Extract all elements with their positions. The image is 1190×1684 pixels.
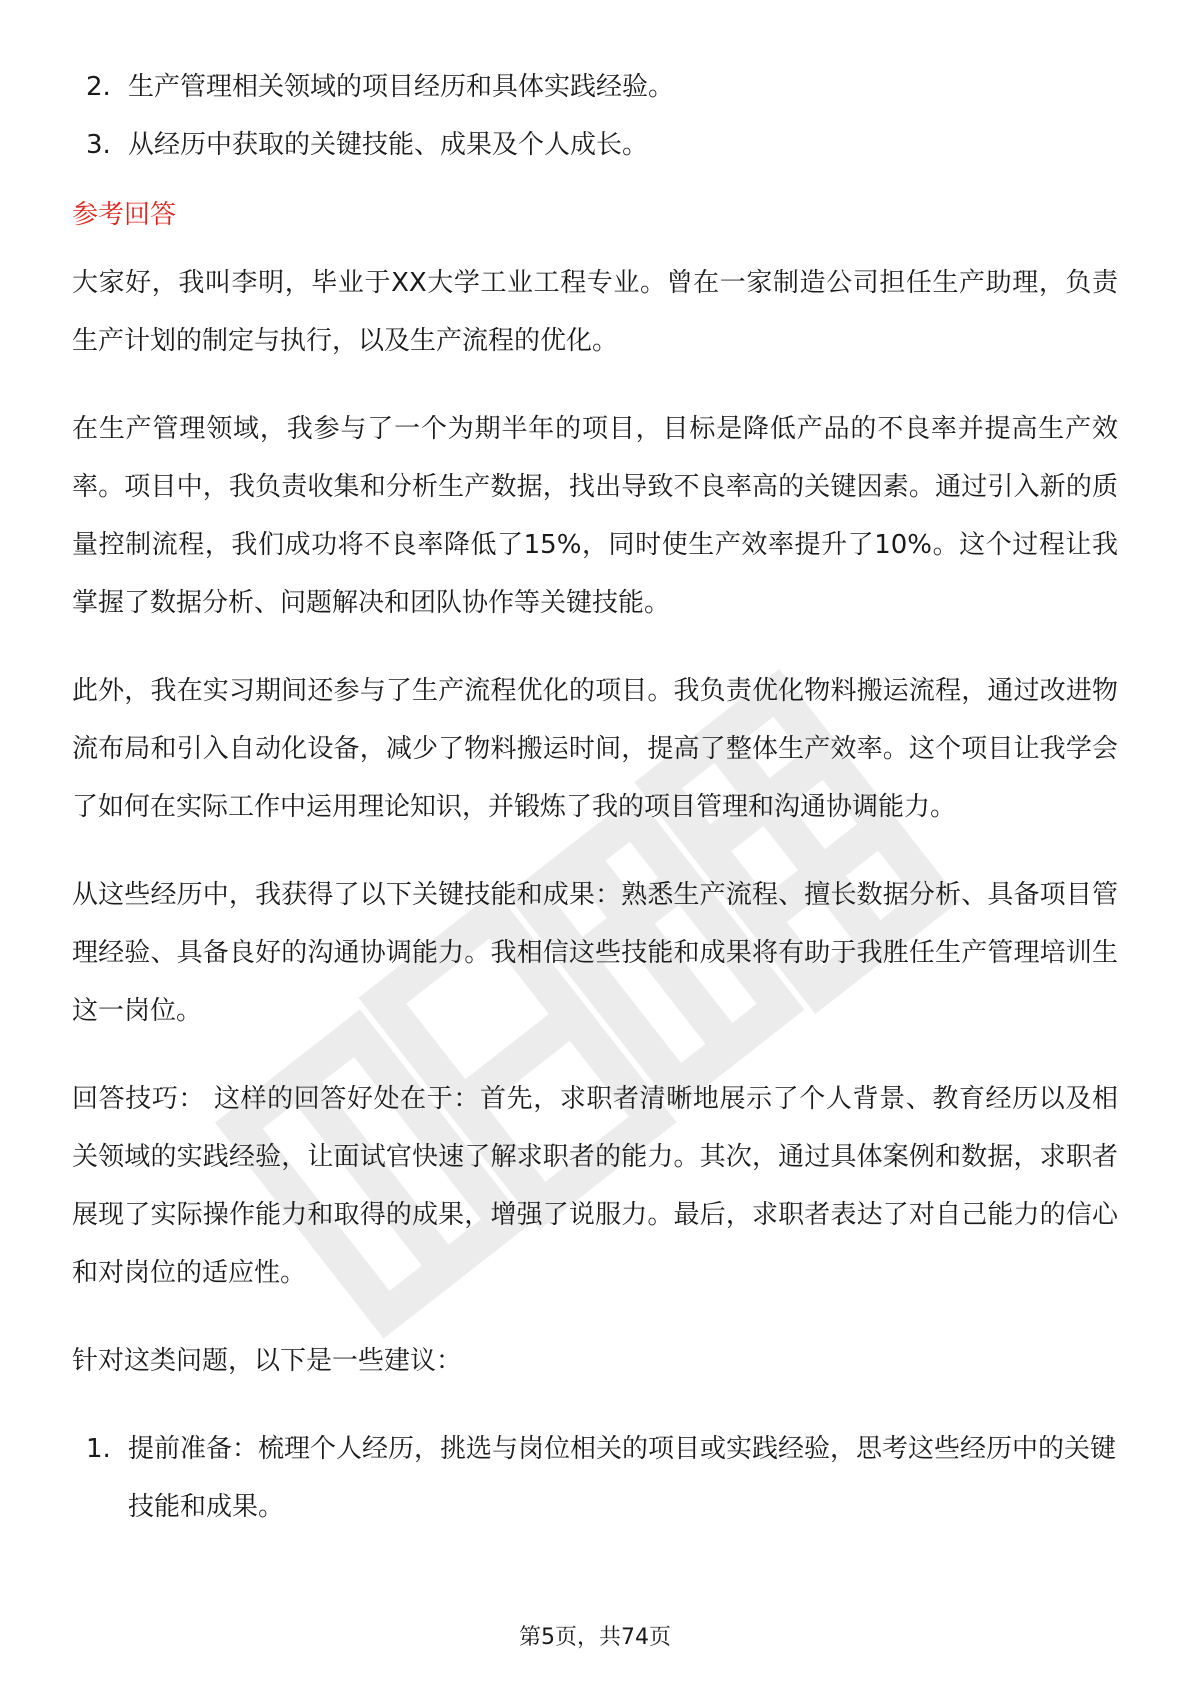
list-item-number: 2. <box>86 72 111 102</box>
list-item-number: 1. <box>86 1434 111 1464</box>
page-content <box>72 58 1118 1536</box>
list-item-text: 生产管理相关领域的项目经历和具体实践经验。 <box>128 72 675 102</box>
list-item <box>72 58 1118 116</box>
list-item-text: 从经历中获取的关键技能、成果及个人成长。 <box>128 130 649 160</box>
page-number-footer: 第5页，共74页 <box>519 1625 671 1650</box>
list-item <box>72 116 1118 174</box>
paragraph-answer-tips: 回答技巧： 这样的回答好处在于：首先，求职者清晰地展示了个人背景、教育经历以及相关领域的实践经验，让面试官快速了解求职者的能力。其次，通过具体案例和数据，求职者展现了实际操作能力和取得的成果，增强了说服力。最后，求职者表达了对自己能力的信心和对岗位的适应性。 <box>72 1084 1118 1288</box>
list-item-number: 3. <box>86 130 111 160</box>
list-item-text: 提前准备：梳理个人经历，挑选与岗位相关的项目或实践经验，思考这些经历中的关键技能和成果。 <box>128 1434 1117 1522</box>
suggestions-numbered-list <box>72 1420 1118 1536</box>
paragraph-summary: 从这些经历中，我获得了以下关键技能和成果：熟悉生产流程、擅长数据分析、具备项目管理经验、具备良好的沟通协调能力。我相信这些技能和成果将有助于我胜任生产管理培训生这一岗位。 <box>72 880 1118 1026</box>
section-heading-reference-answer: 参考回答 <box>72 200 177 230</box>
paragraph-project-two: 此外，我在实习期间还参与了生产流程优化的项目。我负责优化物料搬运流程，通过改进物流布局和引入自动化设备，减少了物料搬运时间，提高了整体生产效率。这个项目让我学会了如何在实际工作中运用理论知识，并锻炼了我的项目管理和沟通协调能力。 <box>72 676 1118 822</box>
top-numbered-list <box>72 58 1118 174</box>
paragraph-intro: 大家好，我叫李明，毕业于XX大学工业工程专业。曾在一家制造公司担任生产助理，负责生产计划的制定与执行，以及生产流程的优化。 <box>72 268 1118 356</box>
paragraph-project-one: 在生产管理领域，我参与了一个为期半年的项目，目标是降低产品的不良率并提高生产效率。项目中，我负责收集和分析生产数据，找出导致不良率高的关键因素。通过引入新的质量控制流程，我们成功将不良率降低了15%，同时使生产效率提升了10%。这个过程让我掌握了数据分析、问题解决和团队协作等关键技能。 <box>72 414 1118 618</box>
list-item <box>72 1420 1118 1536</box>
paragraph-suggestions-intro: 针对这类问题，以下是一些建议： <box>72 1346 463 1376</box>
